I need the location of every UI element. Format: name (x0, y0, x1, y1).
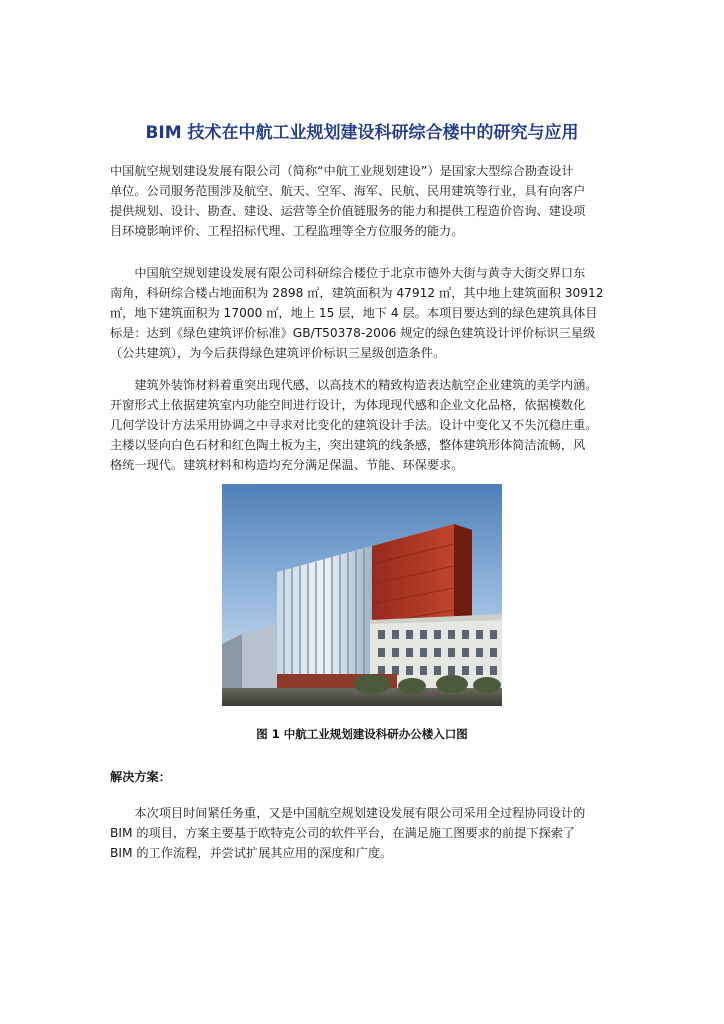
paragraph-line: （公共建筑），为今后获得绿色建筑评价标识三星级创造条件。 (110, 346, 446, 360)
paragraph-line: 开窗形式上依据建筑室内功能空间进行设计，为体现现代感和企业文化品格，依据模数化 (110, 398, 586, 412)
building-photo (222, 484, 502, 706)
paragraph-company-intro (110, 161, 616, 241)
figure-caption: 图 1 中航工业规划建设科研办公楼入口图 (256, 727, 468, 741)
solution-heading: 解决方案： (110, 770, 171, 784)
paragraph-line: 格统一现代。建筑材料和构造均充分满足保温、节能、环保要求。 (110, 458, 464, 472)
document-title: BIM 技术在中航工业规划建设科研综合楼中的研究与应用 (145, 123, 579, 143)
paragraph-line: 本次项目时间紧任务重，又是中国航空规划建设发展有限公司采用全过程协同设计的 (110, 806, 586, 820)
paragraph-line: BIM 的工作流程，并尝试扩展其应用的深度和广度。 (110, 846, 393, 860)
paragraph-solution (110, 803, 616, 863)
paragraph-line: 南角，科研综合楼占地面积为 2898 ㎡，建筑面积为 47912 ㎡，其中地上建筑面积 30912 (110, 286, 604, 300)
paragraph-line: 标是：达到《绿色建筑评价标准》GB/T50378-2006 规定的绿色建筑设计评价标识三星级 (110, 326, 596, 340)
paragraph-line: 单位。公司服务范围涉及航空、航天、空军、海军、民航、民用建筑等行业，具有向客户 (110, 184, 586, 198)
paragraph-line: 目环境影响评价、工程招标代理、工程监理等全方位服务的能力。 (110, 224, 464, 238)
paragraph-line: BIM 的项目，方案主要基于欧特克公司的软件平台，在满足施工图要求的前提下探索了 (110, 826, 576, 840)
paragraph-line: 提供规划、设计、勘查、建设、运营等全价值链服务的能力和提供工程造价咨询、建设项 (110, 204, 586, 218)
paragraph-project-overview (110, 263, 616, 363)
paragraph-line: ㎡，地下建筑面积为 17000 ㎡，地上 15 层，地下 4 层。本项目要达到的绿色建筑具体目 (110, 306, 598, 320)
paragraph-line: 建筑外装饰材料着重突出现代感，以高技术的精致构造表达航空企业建筑的美学内涵。 (110, 378, 598, 392)
paragraph-line: 中国航空规划建设发展有限公司科研综合楼位于北京市德外大街与黄寺大街交界口东 (110, 266, 586, 280)
paragraph-facade-design (110, 375, 616, 475)
paragraph-line: 中国航空规划建设发展有限公司（简称“中航工业规划建设”）是国家大型综合勘查设计 (110, 164, 574, 178)
paragraph-line: 几何学设计方法采用协调之中寻求对比变化的建筑设计手法。设计中变化又不失沉稳庄重。 (110, 418, 598, 432)
paragraph-line: 主楼以竖向白色石材和红色陶土板为主，突出建筑的线条感，整体建筑形体简洁流畅，风 (110, 438, 586, 452)
